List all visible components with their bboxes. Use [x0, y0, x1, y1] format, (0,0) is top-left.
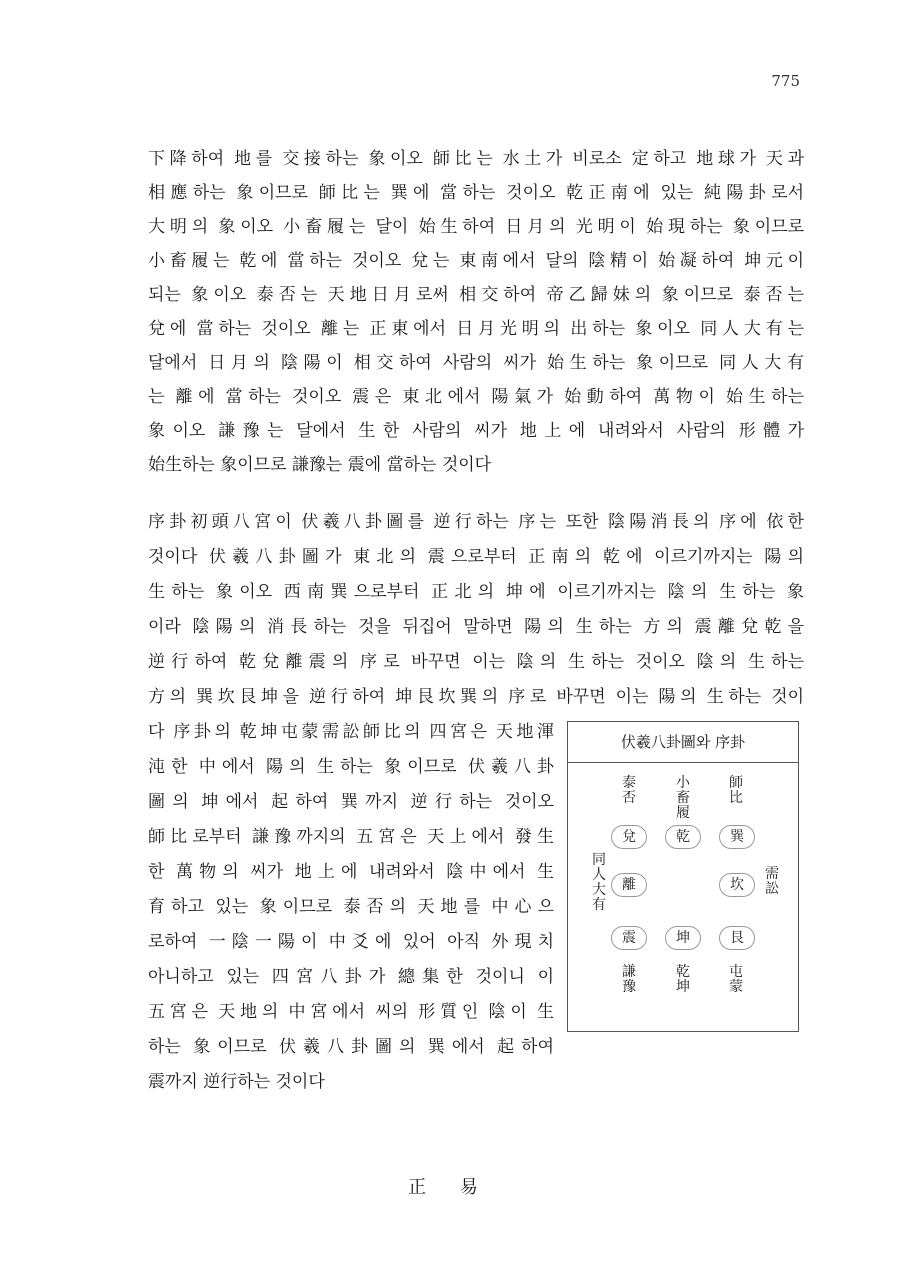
text-line: 圖의 坤에서 起하여 巽까지 逆行하는 것이오	[148, 792, 554, 812]
trigram-gen: 艮	[719, 926, 755, 950]
label-tongren-dayou: 同人大有	[592, 852, 606, 913]
text-line: 달에서 日月의 陰陽이 相交하여 사람의 씨가 始生하는 象이므로 同人大有	[148, 353, 804, 373]
trigram-zhen: 震	[611, 926, 647, 950]
text-line: 하는 象이므로 伏羲八卦圖의 巽에서 起하여	[148, 1037, 554, 1057]
trigram-dui: 兌	[611, 825, 647, 849]
text-line: 小畜履는 乾에 當하는 것이오 兌는 東南에서 달의 陰精이 始凝하여 坤元이	[148, 251, 804, 271]
label-taipi: 泰否	[622, 775, 636, 806]
text-line: 兌에 當하는 것이오 離는 正東에서 日月光明의 出하는 象이오 同人大有는	[148, 319, 804, 339]
text-line: 象이오 謙豫는 달에서 生한 사람의 씨가 地上에 내려와서 사람의 形體가	[148, 421, 804, 441]
trigram-li: 離	[611, 873, 647, 897]
text-line: 相應하는 象이므로 師比는 巽에 當하는 것이오 乾正南에 있는 純陽卦로서	[148, 183, 804, 203]
label-qiankun: 乾坤	[676, 964, 690, 995]
text-line: 五宮은 天地의 中宮에서 씨의 形質인 陰이 生	[148, 1002, 554, 1022]
page-number: 775	[771, 72, 800, 90]
text-line: 大明의 象이오 小畜履는 달이 始生하여 日月의 光明이 始現하는 象이므로	[148, 217, 804, 237]
text-line: 序卦初頭八宮이 伏羲八卦圖를 逆行하는 序는 또한 陰陽消長의 序에 依한	[148, 512, 804, 532]
text-line: 아니하고 있는 四宮八卦가 總集한 것이니 이	[148, 967, 554, 987]
trigram-kan: 坎	[719, 873, 755, 897]
label-xiaoxu-lu: 小畜履	[676, 775, 690, 821]
label-tunmeng: 屯蒙	[729, 964, 743, 995]
text-line: 것이다 伏羲八卦圖가 東北의 震으로부터 正南의 乾에 이르기까지는 陽의	[148, 547, 804, 567]
trigram-qian: 乾	[665, 825, 701, 849]
text-line: 이라 陰陽의 消長하는 것을 뒤집어 말하면 陽의 生하는 方의 震離兌乾을	[148, 617, 804, 637]
text-line: 逆行하여 乾兌離震의 序로 바꾸면 이는 陰의 生하는 것이오 陰의 生하는	[148, 652, 804, 672]
text-line: 다 序卦의 乾坤屯蒙需訟師比의 四宮은 天地渾	[148, 722, 554, 742]
text-line: 下降하여 地를 交接하는 象이오 師比는 水土가 비로소 定하고 地球가 天과	[148, 149, 804, 169]
text-line: 育하고 있는 象이므로 泰否의 天地를 中心으	[148, 897, 554, 917]
trigram-xun: 巽	[719, 825, 755, 849]
text-line: 로하여 一陰一陽이 中爻에 있어 아직 外現치	[148, 932, 554, 952]
text-line: 沌한 中에서 陽의 生하는 象이므로 伏羲八卦	[148, 757, 554, 777]
text-line: 生하는 象이오 西南巽으로부터 正北의 坤에 이르기까지는 陰의 生하는 象	[148, 582, 804, 602]
diagram-title: 伏羲八卦圖와 序卦	[568, 722, 798, 763]
text-line: 始生하는 象이므로 謙豫는 震에 當하는 것이다	[148, 455, 492, 475]
text-line: 되는 象이오 泰否는 天地日月로써 相交하여 帝乙歸妹의 象이므로 泰否는	[148, 285, 804, 305]
text-line: 한 萬物의 씨가 地上에 내려와서 陰中에서 生	[148, 862, 554, 882]
diagram-body	[568, 762, 798, 1031]
page-footer: 正 易	[408, 1177, 492, 1198]
text-line: 方의 巽坎艮坤을 逆行하여 坤艮坎巽의 序로 바꾸면 이는 陽의 生하는 것이	[148, 687, 804, 707]
text-line: 는 離에 當하는 것이오 震은 東北에서 陽氣가 始動하여 萬物이 始生하는	[148, 387, 804, 407]
trigram-kun: 坤	[665, 926, 701, 950]
text-line: 震까지 逆行하는 것이다	[148, 1072, 325, 1092]
text-line: 師比로부터 謙豫까지의 五宮은 天上에서 發生	[148, 827, 554, 847]
label-xusong: 需訟	[765, 866, 779, 897]
label-qianyu: 謙豫	[622, 964, 636, 995]
bagua-diagram	[567, 721, 799, 1032]
label-shibi: 師比	[729, 775, 743, 806]
